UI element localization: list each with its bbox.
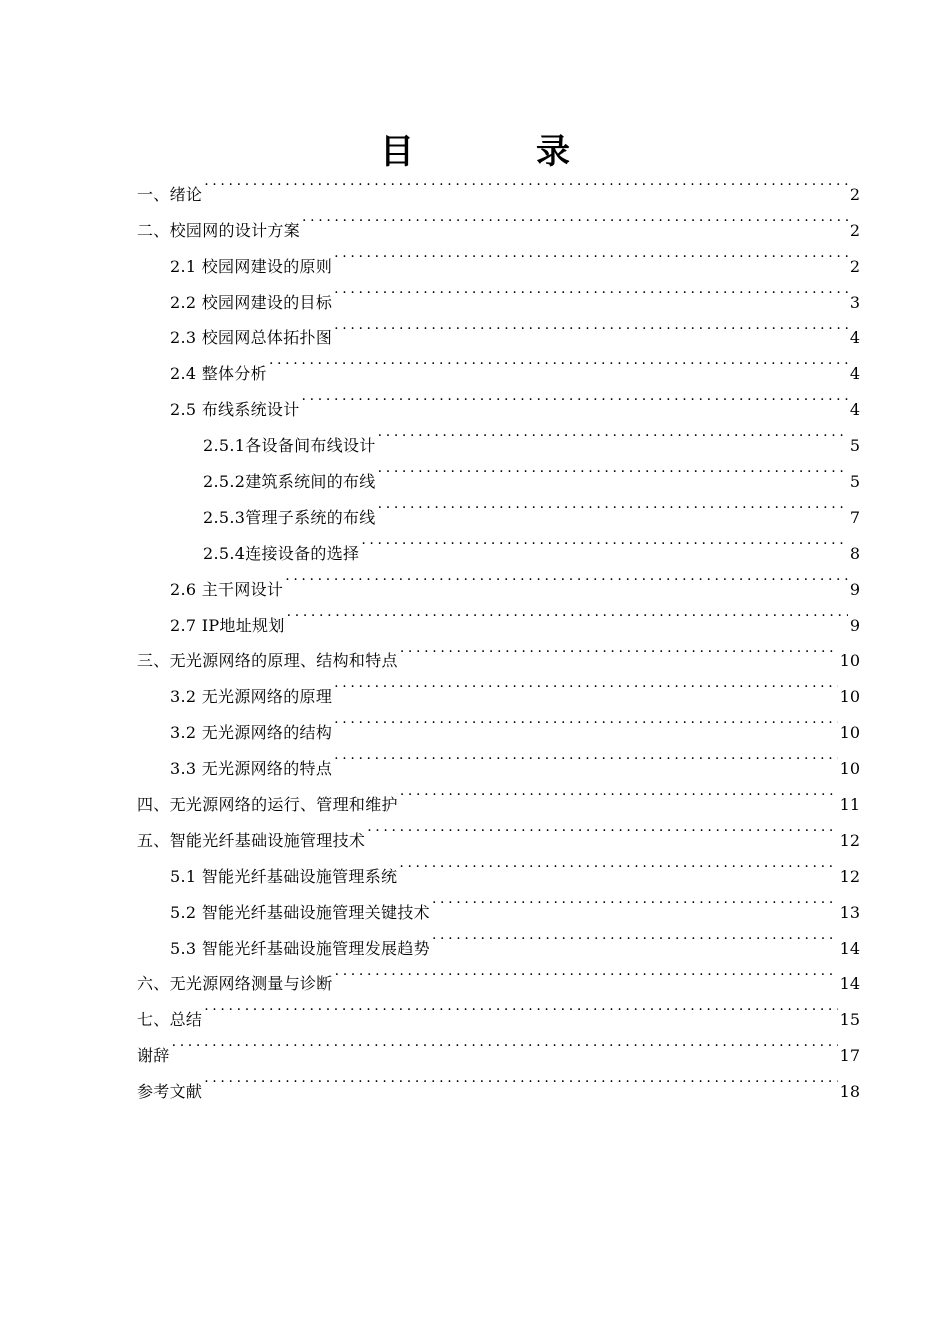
- toc-entry-page-number: 5: [849, 436, 860, 456]
- dot-leader: [335, 954, 838, 990]
- toc-entry-page-number: 3: [849, 292, 860, 312]
- toc-entry-title: 2.7 IP地址规划: [170, 615, 285, 635]
- toc-entry-page-number: 2: [849, 256, 860, 276]
- toc-entry-title: 七、总结: [137, 1010, 203, 1030]
- toc-entry-title: 三、无光源网络的原理、结构和特点: [137, 651, 398, 671]
- toc-entry-page-number: 11: [839, 795, 860, 815]
- dot-leader: [400, 631, 838, 667]
- toc-entry-page-number: 12: [839, 866, 860, 886]
- toc-entry-page-number: 10: [839, 723, 860, 743]
- toc-entry-title: 2.3 校园网总体拓扑图: [170, 328, 333, 348]
- toc-entry-page-number: 12: [839, 830, 860, 850]
- dot-leader: [400, 774, 838, 810]
- dot-leader: [204, 1061, 837, 1097]
- dot-leader: [334, 702, 838, 738]
- toc-entry-page-number: 10: [839, 651, 860, 671]
- dot-leader: [172, 1025, 838, 1061]
- toc-entry-title: 5.2 智能光纤基础设施管理关键技术: [170, 902, 430, 922]
- dot-leader: [204, 989, 837, 1025]
- toc-entry-title: 2.2 校园网建设的目标: [170, 292, 333, 312]
- dot-leader: [361, 523, 848, 559]
- toc-entry-page-number: 5: [849, 472, 860, 492]
- dot-leader: [378, 415, 848, 451]
- toc-entry-title: 五、智能光纤基础设施管理技术: [137, 830, 366, 850]
- dot-leader: [287, 595, 848, 631]
- toc-entry-title: 3.2 无光源网络的结构: [170, 723, 333, 743]
- toc-entry-title: 5.3 智能光纤基础设施管理发展趋势: [170, 938, 430, 958]
- toc-entry-title: 2.6 主干网设计: [170, 579, 284, 599]
- toc-entry-page-number: 4: [849, 328, 860, 348]
- dot-leader: [334, 236, 848, 272]
- toc-entry[interactable]: [137, 1061, 860, 1102]
- toc-entry-page-number: 2: [849, 184, 860, 204]
- toc-entry-title: 2.5.2建筑系统间的布线: [203, 472, 376, 492]
- table-of-contents: [137, 164, 860, 1102]
- toc-entry-page-number: 15: [839, 1010, 860, 1030]
- toc-entry-page-number: 4: [849, 364, 860, 384]
- page-title: 目 录: [380, 132, 614, 172]
- toc-entry[interactable]: [137, 200, 860, 240]
- toc-entry-title: 二、校园网的设计方案: [137, 220, 301, 240]
- dot-leader: [302, 200, 848, 236]
- toc-entry-page-number: 7: [849, 507, 860, 527]
- toc-entry-title: 5.1 智能光纤基础设施管理系统: [170, 866, 398, 886]
- dot-leader: [399, 846, 837, 882]
- toc-entry-title: 3.2 无光源网络的原理: [170, 687, 333, 707]
- toc-entry[interactable]: [137, 1025, 860, 1066]
- dot-leader: [334, 308, 848, 344]
- toc-entry-title: 2.5.1各设备间布线设计: [203, 436, 376, 456]
- toc-entry-page-number: 14: [839, 974, 860, 994]
- dot-leader: [378, 451, 848, 487]
- toc-entry-page-number: 9: [849, 615, 860, 635]
- toc-entry-page-number: 10: [839, 687, 860, 707]
- dot-leader: [334, 738, 838, 774]
- toc-entry-page-number: 17: [839, 1046, 860, 1066]
- toc-entry[interactable]: [137, 989, 860, 1030]
- dot-leader: [269, 343, 848, 379]
- toc-entry-page-number: 4: [849, 400, 860, 420]
- dot-leader: [432, 918, 838, 954]
- toc-entry-title: 2.5.3管理子系统的布线: [203, 507, 376, 527]
- toc-entry[interactable]: [137, 164, 860, 204]
- toc-entry-page-number: 9: [849, 579, 860, 599]
- dot-leader: [302, 379, 848, 415]
- dot-leader: [285, 559, 848, 595]
- dot-leader: [334, 666, 838, 702]
- dot-leader: [432, 882, 838, 918]
- toc-entry-page-number: 10: [839, 759, 860, 779]
- toc-entry-title: 一、绪论: [137, 184, 203, 204]
- toc-entry-page-number: 8: [849, 543, 860, 563]
- toc-entry-title: 2.4 整体分析: [170, 364, 267, 384]
- dot-leader: [378, 487, 848, 523]
- toc-entry-title: 2.1 校园网建设的原则: [170, 256, 333, 276]
- toc-entry-title: 谢辞: [137, 1046, 170, 1066]
- toc-entry-page-number: 14: [839, 938, 860, 958]
- toc-entry-title: 参考文献: [137, 1082, 203, 1102]
- dot-leader: [367, 810, 837, 846]
- toc-entry-page-number: 18: [839, 1082, 860, 1102]
- toc-entry-title: 六、无光源网络测量与诊断: [137, 974, 333, 994]
- toc-entry-title: 3.3 无光源网络的特点: [170, 759, 333, 779]
- dot-leader: [204, 164, 848, 200]
- toc-entry-title: 2.5.4连接设备的选择: [203, 543, 360, 563]
- toc-entry-page-number: 13: [839, 902, 860, 922]
- dot-leader: [334, 272, 848, 308]
- toc-entry-page-number: 2: [849, 220, 860, 240]
- toc-entry-title: 2.5 布线系统设计: [170, 400, 300, 420]
- toc-entry-title: 四、无光源网络的运行、管理和维护: [137, 795, 398, 815]
